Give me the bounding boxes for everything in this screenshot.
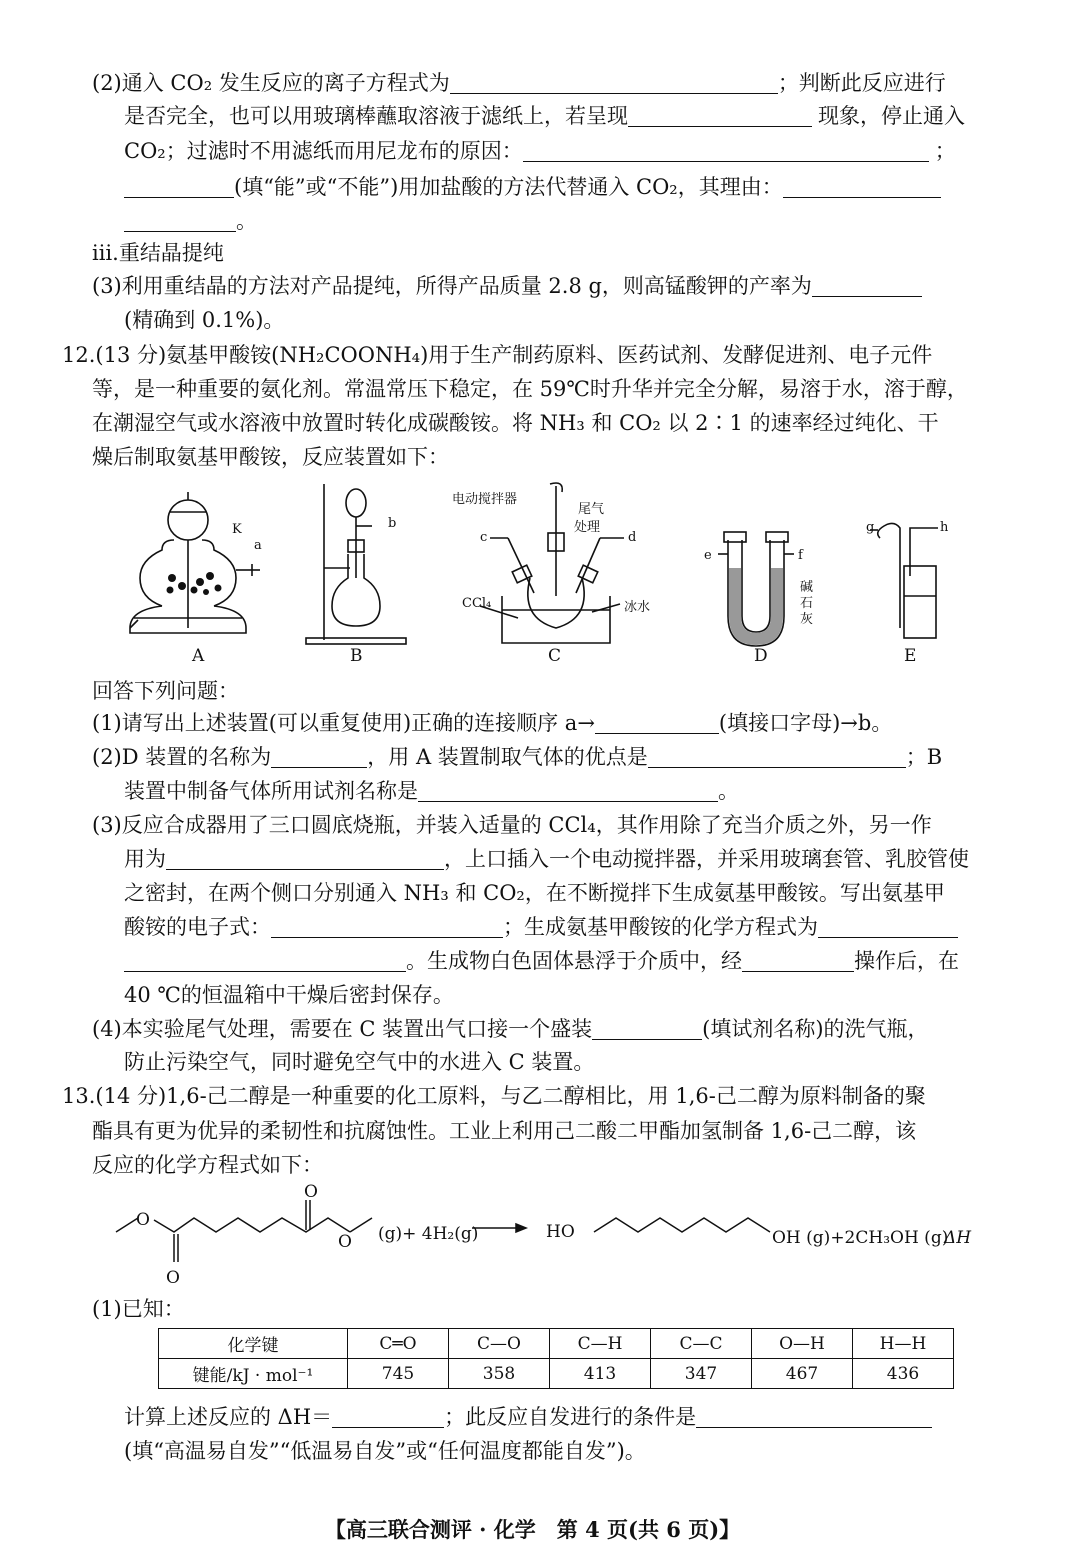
answer-blank[interactable] [818, 915, 958, 938]
table-cell: C—O [449, 1329, 550, 1359]
label-port-d: d [628, 530, 637, 545]
table-cell: 745 [348, 1359, 449, 1389]
label-tail1: 尾气 [578, 502, 605, 517]
answer-blank[interactable] [592, 1017, 702, 1040]
answer-blank[interactable] [271, 745, 367, 768]
q12-p3-line5: 。生成物白色固体悬浮于介质中，经 操作后，在 [124, 946, 959, 976]
label-D: D [754, 646, 768, 666]
q12-ask: 回答下列问题： [92, 679, 239, 703]
answer-blank[interactable] [124, 209, 236, 232]
label-port-h: h [940, 520, 949, 535]
table-cell: 467 [752, 1359, 853, 1389]
answer-blank[interactable] [124, 175, 234, 198]
table-cell: C—C [651, 1329, 752, 1359]
label-soda3: 灰 [800, 612, 814, 627]
bond-energy-table [158, 1328, 954, 1389]
label-C: C [548, 646, 562, 666]
apparatus-a [130, 492, 260, 633]
label-tail2: 处理 [574, 520, 601, 535]
q12-p2-line2: 装置中制备气体所用试剂名称是 。 [124, 779, 739, 803]
label-port-a: a [254, 538, 262, 553]
table-cell: 键能/kJ · mol⁻¹ [159, 1359, 348, 1389]
answer-blank[interactable] [648, 745, 906, 768]
answer-blank[interactable] [523, 139, 929, 162]
answer-blank[interactable] [124, 949, 406, 972]
q12-p3-line2: 用为 ，上口插入一个电动搅拌器，并采用玻璃套管、乳胶管使 [124, 847, 969, 871]
label-port-c: c [480, 530, 488, 545]
q13-line3: 反应的化学方程式如下： [92, 1153, 323, 1177]
table-row [159, 1359, 954, 1389]
table-cell: 413 [550, 1359, 651, 1389]
q12-p4-line2: 防止污染空气，同时避免空气中的水进入 C 装置。 [124, 1050, 595, 1074]
eq-O-top: O [304, 1182, 318, 1202]
answer-blank[interactable] [332, 1405, 444, 1428]
q12-line3: 在潮湿空气或水溶液中放置时转化成碳酸铵。将 NH₃ 和 CO₂ 以 2∶1 的速率经过纯化、干 [92, 411, 939, 435]
q12-p4-line1: (4)本实验尾气处理，需要在 C 装置出气口接一个盛装 (填试剂名称)的洗气瓶， [92, 1017, 929, 1041]
label-port-g: g [866, 520, 875, 535]
answer-blank[interactable] [418, 779, 718, 802]
q11-p2-line5: 。 [124, 206, 257, 236]
answer-blank[interactable] [696, 1405, 932, 1428]
q11-p3-line2: (精确到 0.1%)。 [124, 308, 285, 332]
label-icewater: 冰水 [624, 600, 651, 615]
answer-blank[interactable] [628, 104, 812, 127]
eq-products: OH (g)+2CH₃OH (g) [772, 1228, 949, 1248]
apparatus-d-soda-lime [729, 568, 783, 645]
label-A: A [192, 646, 205, 666]
answer-blank[interactable] [595, 711, 719, 734]
eq-O-right: O [338, 1232, 352, 1252]
answer-blank[interactable] [450, 71, 778, 94]
apparatus-a-granules [167, 572, 222, 595]
q13-line1: 13.(14 分)1,6-己二醇是一种重要的化工原料，与乙二醇相比，用 1,6-己二醇为原料制备的聚 [62, 1084, 926, 1108]
label-B: B [350, 646, 363, 666]
eq-HO: HO [546, 1222, 575, 1242]
label-ccl4: CCl₄ [462, 596, 492, 611]
q11-p2-line4: (填“能”或“不能”)用加盐酸的方法代替通入 CO₂，其理由： [124, 172, 941, 202]
answer-blank[interactable] [166, 847, 444, 870]
answer-blank[interactable] [783, 175, 941, 198]
table-cell: 347 [651, 1359, 752, 1389]
q11-p2-line1: (2)通入 CO₂ 发生反应的离子方程式为 ；判断此反应进行 [92, 71, 946, 95]
q11-section-3: ⅲ.重结晶提纯 [92, 241, 224, 265]
q13-c1: 计算上述反应的 ΔH＝ ；此反应自发进行的条件是 [124, 1402, 932, 1432]
q12-p3-line4: 酸铵的电子式： ；生成氨基甲酸铵的化学方程式为 [124, 912, 958, 942]
q12-p3-line1: (3)反应合成器用了三口圆底烧瓶，并装入适量的 CCl₄，其作用除了充当介质之外，另一作 [92, 813, 932, 837]
eq-reagents: (g)+ 4H₂(g) [378, 1224, 479, 1244]
q13-c2: (填“高温易自发”“低温易自发”或“任何温度都能自发”)。 [124, 1439, 646, 1463]
label-E: E [904, 646, 917, 666]
q13-line2: 酯具有更为优异的柔韧性和抗腐蚀性。工业上利用己二酸二甲酯加氢制备 1,6-己二醇，该 [92, 1119, 917, 1143]
table-header-row [159, 1329, 954, 1359]
table-cell: O—H [752, 1329, 853, 1359]
q11-p2-line2: 是否完全，也可以用玻璃棒蘸取溶液于滤纸上，若呈现 现象，停止通入 [124, 104, 965, 128]
table-cell: C═O [348, 1329, 449, 1359]
label-port-e: e [704, 548, 712, 563]
label-stirrer: 电动搅拌器 [452, 492, 518, 507]
eq-deltaH: ΔH [944, 1228, 972, 1248]
label-port-b: b [388, 516, 397, 531]
answer-blank[interactable] [742, 949, 854, 972]
q12-line2: 等，是一种重要的氨化剂。常温常压下稳定，在 59℃时升华并完全分解，易溶于水，溶于醇， [92, 377, 968, 401]
eq-O-left: O [136, 1210, 150, 1230]
page-footer: 【高三联合测评 · 化学 第 4 页(共 6 页)】 [324, 1517, 741, 1542]
apparatus-e [870, 523, 938, 638]
label-soda2: 石 [800, 596, 814, 611]
answer-blank[interactable] [812, 274, 922, 297]
table-cell: H—H [853, 1329, 954, 1359]
apparatus-figure [110, 478, 990, 668]
label-port-f: f [798, 548, 803, 563]
apparatus-b [306, 484, 406, 644]
q12-p1: (1)请写出上述装置(可以重复使用)正确的连接顺序 a→ (填接口字母)→b。 [92, 711, 893, 735]
label-soda1: 碱 [800, 580, 814, 595]
q13-p1: (1)已知： [92, 1297, 185, 1321]
table-cell: 化学键 [159, 1329, 348, 1359]
q12-p3-line6: 40 ℃的恒温箱中干燥后密封保存。 [124, 983, 454, 1007]
q12-p2-line1: (2)D 装置的名称为 ，用 A 装置制取气体的优点是 ；B [92, 745, 943, 769]
table-cell: 436 [853, 1359, 954, 1389]
q12-line1: 12.(13 分)氨基甲酸铵(NH₂COONH₄)用于生产制药原料、医药试剂、发酵促进剂、电子元件 [62, 343, 933, 367]
eq-O-bottom: O [166, 1268, 180, 1288]
q11-p2-line3: CO₂；过滤时不用滤纸而用尼龙布的原因： ； [124, 139, 956, 163]
q11-p3-line1: (3)利用重结晶的方法对产品提纯，所得产品质量 2.8 g，则高锰酸钾的产率为 [92, 271, 922, 301]
q12-p3-line3: 之密封，在两个侧口分别通入 NH₃ 和 CO₂，在不断搅拌下生成氨基甲酸铵。写出氨基甲 [124, 881, 945, 905]
answer-blank[interactable] [271, 915, 503, 938]
label-K: K [232, 522, 242, 537]
table-cell: C—H [550, 1329, 651, 1359]
q12-line4: 燥后制取氨基甲酸铵，反应装置如下： [92, 445, 449, 469]
table-cell: 358 [449, 1359, 550, 1389]
